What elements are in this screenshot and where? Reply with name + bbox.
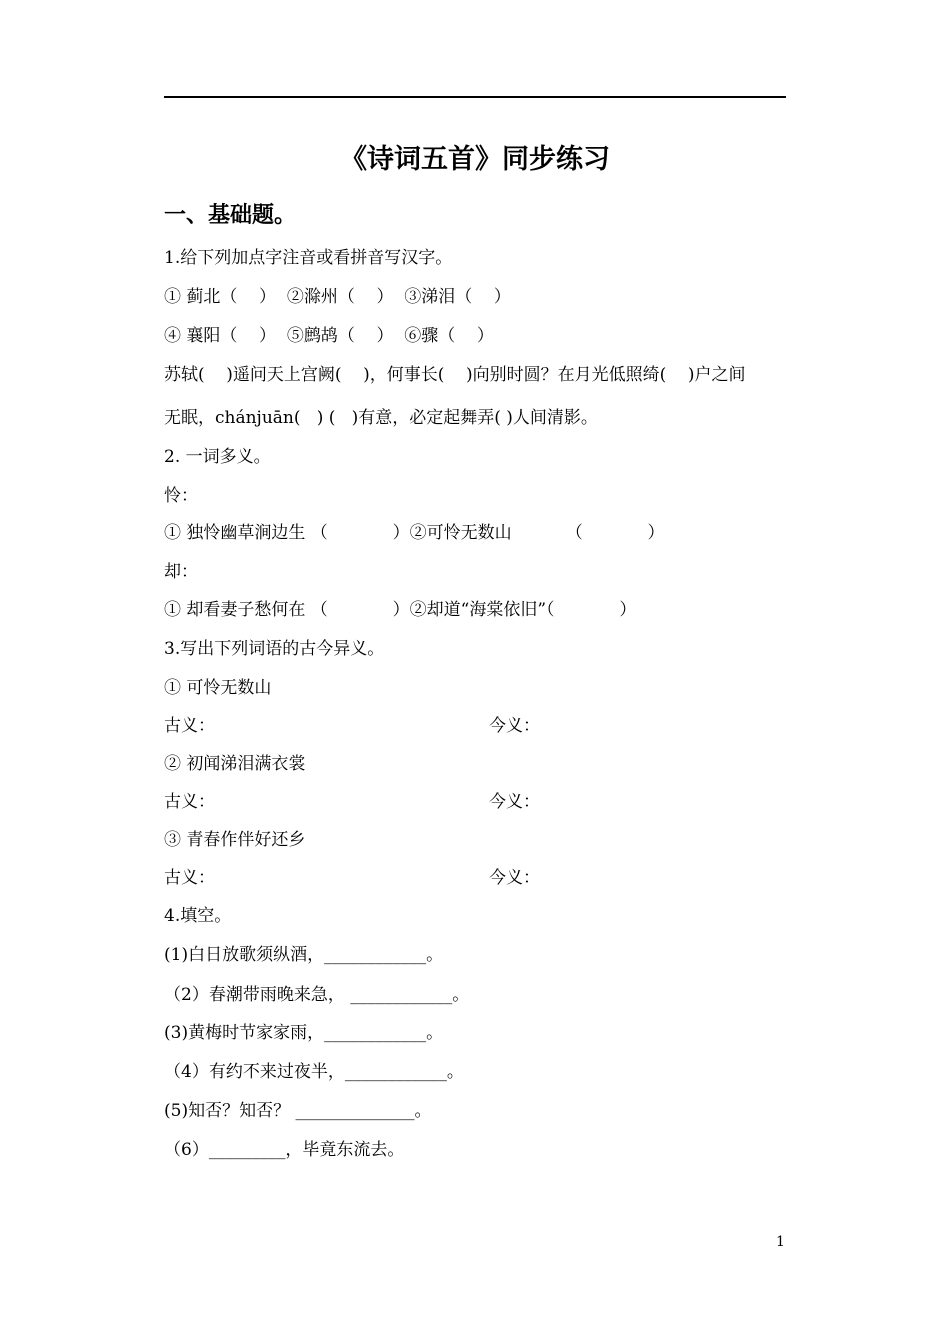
question-2-prompt: 2. 一词多义。 <box>164 447 271 467</box>
question-4-prompt: 4.填空。 <box>164 906 232 926</box>
question-3-prompt: 3.写出下列词语的古今异义。 <box>164 639 385 659</box>
question-4-item: （6）_________，毕竟东流去。 <box>164 1140 405 1160</box>
question-3-modern-label: 今义： <box>489 792 540 812</box>
question-3-ancient-label: 古义： <box>164 792 215 812</box>
question-1-passage-line-1: 苏轼( )遥问天上宫阙( )，何事长( )向别时圆？在月光低照绮( )户之间 <box>164 365 746 385</box>
question-4-item: （4）有约不来过夜半，____________。 <box>164 1062 464 1082</box>
question-4-item: (1)白日放歌须纵酒，____________。 <box>164 945 444 965</box>
question-1-row-1: ① 蓟北（ ） ②滁州（ ） ③涕泪（ ） <box>164 287 511 307</box>
question-3-phrase: ② 初闻涕泪满衣裳 <box>164 754 306 774</box>
document-title: 《诗词五首》同步练习 <box>340 144 610 175</box>
question-2-word-1: 怜： <box>164 486 198 506</box>
header-rule <box>164 96 786 98</box>
question-4-item: (3)黄梅时节家家雨，____________。 <box>164 1023 444 1043</box>
question-3-ancient-label: 古义： <box>164 716 215 736</box>
question-3-modern-label: 今义： <box>489 716 540 736</box>
question-2-word-2: 却： <box>164 562 198 582</box>
question-4-item: (5)知否？知否？ ______________。 <box>164 1101 432 1121</box>
question-4-item: （2）春潮带雨晚来急， ____________。 <box>164 985 470 1005</box>
page-number: 1 <box>776 1234 785 1250</box>
section-heading: 一、基础题。 <box>164 203 297 228</box>
question-2-word-1-items: ① 独怜幽草涧边生 （ ）②可怜无数山 （ ） <box>164 523 665 543</box>
question-3-ancient-label: 古义： <box>164 868 215 888</box>
question-2-word-2-items: ① 却看妻子愁何在 （ ）②却道“海棠依旧”（ ） <box>164 600 637 620</box>
question-3-phrase: ③ 青春作伴好还乡 <box>164 830 306 850</box>
question-1-prompt: 1.给下列加点字注音或看拼音写汉字。 <box>164 248 453 268</box>
question-3-phrase: ① 可怜无数山 <box>164 678 272 698</box>
question-3-modern-label: 今义： <box>489 868 540 888</box>
question-1-row-2: ④ 襄阳（ ） ⑤鹧鸪（ ） ⑥骤（ ） <box>164 326 494 346</box>
question-1-passage-line-2: 无眠，chánjuān( ) ( )有意，必定起舞弄( )人间清影。 <box>164 408 598 428</box>
